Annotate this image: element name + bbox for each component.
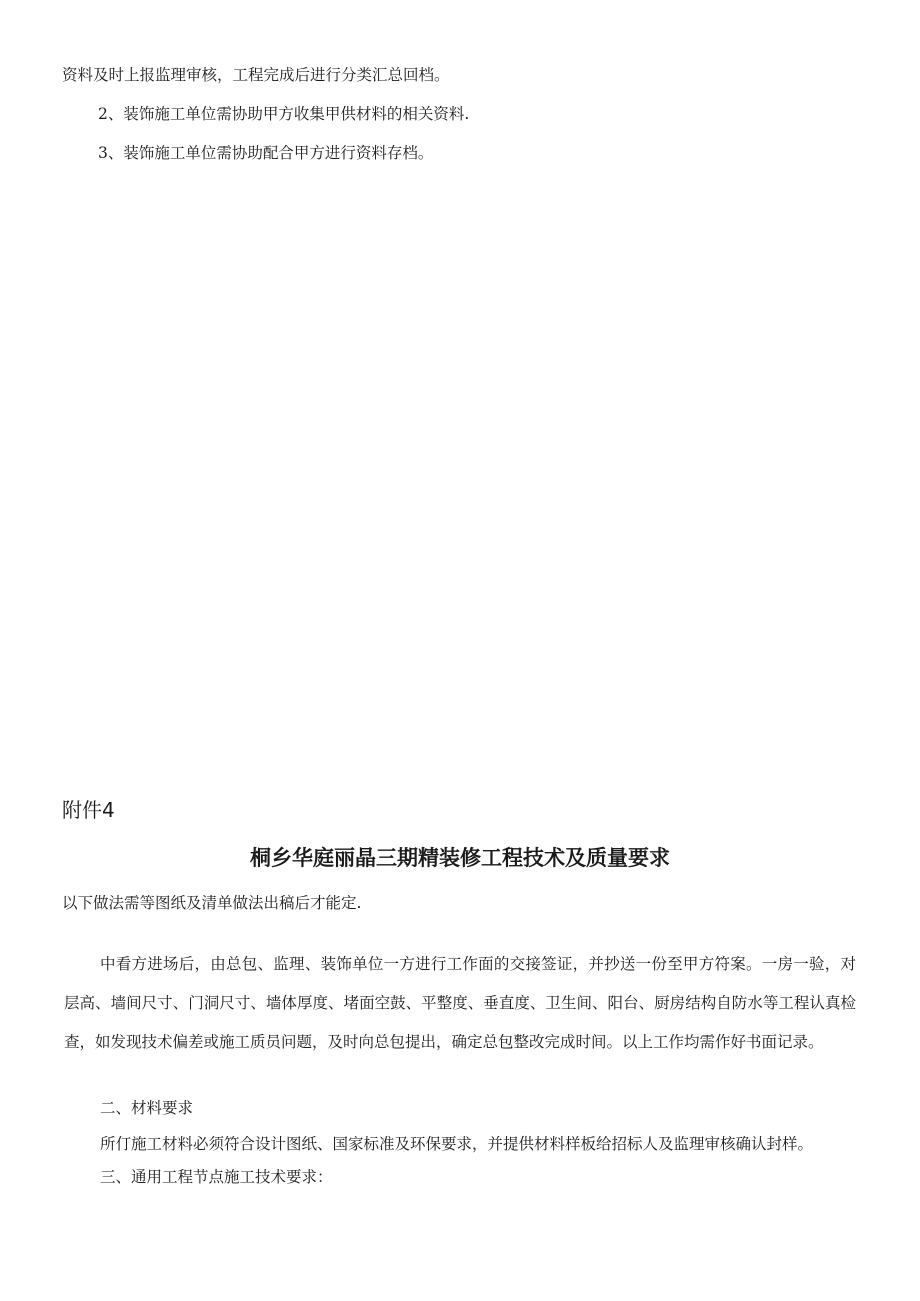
- section-2-heading: 二、材料要求: [100, 1099, 194, 1117]
- drawing-note: 以下做法需等图纸及清单做法出稿后才能定.: [62, 894, 362, 912]
- section-2-text: 所仃施工材料必须符合设计图纸、国家标准及环保要求，并提供材料样板给招标人及监理审核确认封样。: [100, 1135, 814, 1153]
- list-item-3: 3、装饰施工单位需协助配合甲方进行资料存档。: [98, 144, 434, 162]
- attachment-label: 附件4: [62, 798, 115, 822]
- handover-paragraph: 中看方进场后，由总包、监理、装饰单位一方进行工作面的交接签证，并抄送一份至甲方符案。一房一验，对层高、墙间尺寸、门洞尺寸、墙体厚度、堵面空鼓、平整度、垂直度、卫生间、阳台、厨房结构自防水等工程认真检查，如发现技术偏差或施工质员问题，及时向总包提出，确定总包整改完成时间。以上工作均需作好书面记录。: [64, 955, 856, 1051]
- continued-line: 资料及时上报监理审核，工程完成后进行分类汇总回档。: [62, 66, 450, 84]
- section-3-heading: 三、通用工程节点施工技术要求：: [100, 1168, 333, 1186]
- list-item-2: 2、装饰施工单位需协助甲方收集甲供材料的相关资料.: [98, 105, 470, 123]
- document-title: 桐乡华庭丽晶三期精装修工程技术及质量要求: [250, 846, 670, 870]
